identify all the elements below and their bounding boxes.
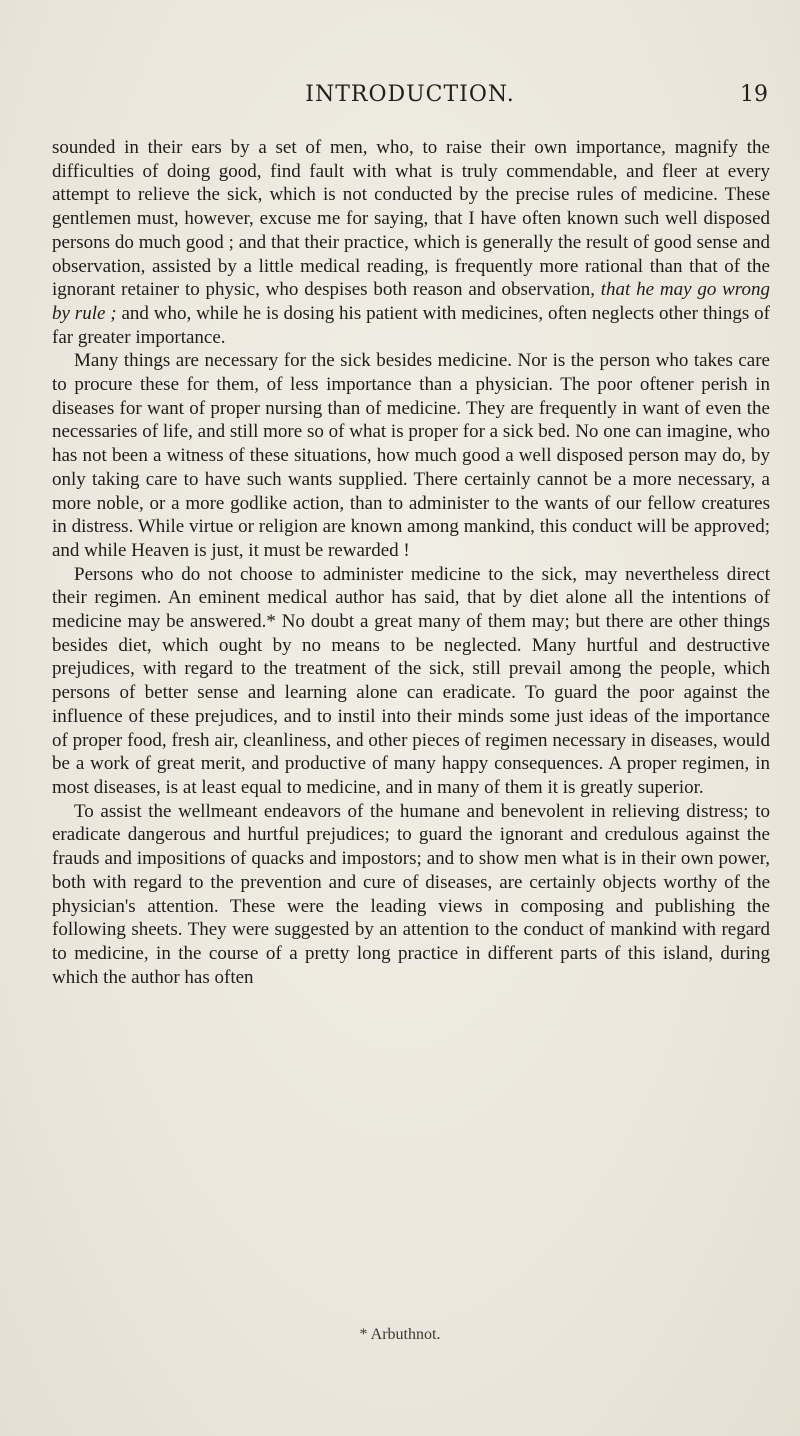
paragraph-1-text-end: and who, while he is dosing his patient with medicines, often neglects other things of far greater importance. [52,302,771,348]
page-number: 19 [740,82,768,107]
running-head [52,82,768,112]
page-title: INTRODUCTION. [305,82,515,107]
paragraph-1-italic-phrase: that he may go wrong by rule ; [52,279,770,324]
body-text [52,136,770,989]
paragraph-2: Many things are necessary for the sick besides medicine. Nor is the person who takes care to procure these for them, of less importance than a physician. The poor oftener perish in diseases for want of proper nursing than of medicine. They are frequently in want of even the necessaries of life, and still more so of what is proper for a sick bed. No one can imagine, who has not been a witness of these situations, how much good a well disposed person may do, by only taking care to have such wants supplied. There certainly cannot be a more necessary, a more noble, or a more godlike action, than to administer to the wants of our fellow creatures in distress. While virtue or religion are known among mankind, this conduct will be approved; and while Heaven is just, it must be rewarded ! [52,350,770,561]
paragraph-4: To assist the wellmeant endeavors of the humane and benevolent in relieving distress; to eradicate dangerous and hurtful prejudices; to guard the ignorant and credulous against the frauds and impositions of quacks and impostors; and to show men what is in their own power, both with regard to the prevention and cure of diseases, are certainly objects worthy of the physician's attention. These were the leading views in composing and publishing the following sheets. They were suggested by an attention to the conduct of mankind with regard to medicine, in the course of a pretty long practice in different parts of this island, during which the author has often [52,800,770,988]
paragraph-1-text-start: sounded in their ears by a set of men, who, to raise their own importance, magnify the difficulties of doing good, find fault with what is truly commendable, and fleer at every attempt to relieve the sick, which is not conducted by the precise rules of medicine. These gentlemen must, however, excuse me for saying, that I have often known such well disposed persons do much good ; and that their practice, which is generally the result of good sense and observation, assisted by a little medical reading, is frequently more rational than that of the ignorant retainer to physic, who despises both reason and observation, [52,137,770,301]
footnote: * Arbuthnot. [359,1326,441,1343]
paragraph-3: Persons who do not choose to administer medicine to the sick, may nevertheless direct their regimen. An eminent medical author has said, that by diet alone all the intentions of medicine may be answered.* No doubt a great many of them may; but there are other things besides diet, which ought by no means to be neglected. Many hurtful and destructive prejudices, with regard to the treatment of the sick, still prevail among the people, which persons of better sense and learning alone can eradicate. To guard the poor against the influence of these prejudices, and to instil into their minds some just ideas of the importance of proper food, fresh air, cleanliness, and other pieces of regimen necessary in diseases, would be a work of great merit, and productive of many happy consequences. A proper regimen, in most diseases, is at least equal to medicine, and in many of them it is greatly superior. [52,563,770,798]
paragraph-1 [52,136,770,349]
